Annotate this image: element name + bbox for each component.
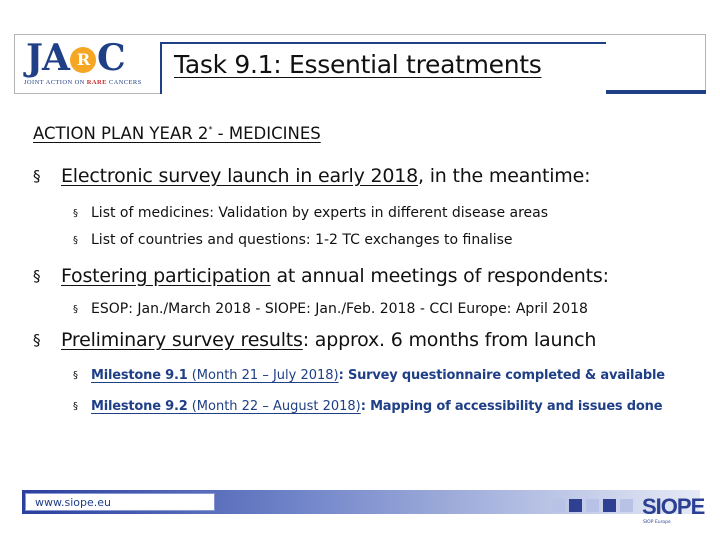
siope-logo-text: SIOPE <box>642 494 705 519</box>
sub-bullet-text: List of countries and questions: 1-2 TC exchanges to finalise <box>91 232 513 248</box>
milestone-description: : Survey questionnaire completed & available <box>338 368 665 383</box>
footer-url-link[interactable]: www.siope.eu <box>35 496 111 509</box>
section-heading <box>33 124 321 143</box>
bullet-text: : approx. 6 months from launch <box>302 329 597 351</box>
milestone-period: (Month 21 – July 2018) <box>187 368 339 383</box>
decorative-square <box>569 499 582 512</box>
jarc-logo-tagline: JOINT ACTION ON RARE CANCERS <box>24 79 142 86</box>
sub-bullet-text: List of medicines: Validation by experts in different disease areas <box>91 205 549 221</box>
milestone-name: Milestone 9.2 <box>91 399 188 414</box>
sub-bullet-countries-list <box>73 232 513 248</box>
sub-bullet-marker: § <box>73 304 78 315</box>
jarc-logo-mark: JA R C <box>26 37 125 79</box>
milestone-name: Milestone 9.1 <box>91 368 188 383</box>
header-accent-stripe <box>606 90 706 94</box>
jarc-logo-r-badge: R <box>70 47 96 73</box>
bullet-underlined-text: Fostering participation <box>61 265 271 287</box>
bullet-text: , in the meantime: <box>418 165 591 187</box>
milestone-9-1 <box>73 367 665 383</box>
siope-logo-subtitle: SIOP Europe <box>643 520 671 525</box>
milestone-period: (Month 22 – August 2018) <box>187 399 361 414</box>
bullet-marker: § <box>33 267 41 285</box>
bullet-underlined-text: Electronic survey launch in early 2018 <box>61 165 419 187</box>
bullet-marker: § <box>33 167 41 185</box>
decorative-square <box>552 499 565 512</box>
decorative-square <box>586 499 599 512</box>
decorative-square <box>603 499 616 512</box>
milestone-description: : Mapping of accessibility and issues done <box>360 399 663 414</box>
footer-url-box <box>25 493 215 511</box>
section-heading-main: ACTION PLAN YEAR 2* - MEDICINES <box>33 124 321 143</box>
title-box <box>160 42 606 94</box>
milestone-9-2 <box>73 398 662 414</box>
sub-bullet-marker: § <box>73 235 78 246</box>
bullet-fostering-participation <box>33 265 609 287</box>
sub-bullet-text: ESOP: Jan./March 2018 - SIOPE: Jan./Feb. 2018 - CCI Europe: April 2018 <box>91 301 588 317</box>
sub-bullet-meetings <box>73 301 588 317</box>
sub-bullet-medicines-list <box>73 205 548 221</box>
slide-header <box>14 34 706 94</box>
sub-bullet-marker: § <box>73 401 78 412</box>
bullet-preliminary-results <box>33 329 596 351</box>
siope-logo <box>640 488 714 536</box>
decorative-square <box>620 499 633 512</box>
page-title: Task 9.1: Essential treatments <box>174 50 542 79</box>
sub-bullet-marker: § <box>73 370 78 381</box>
bullet-text: at annual meetings of respondents: <box>270 265 609 287</box>
jarc-logo <box>24 38 150 90</box>
bullet-marker: § <box>33 331 41 349</box>
bullet-survey-launch <box>33 165 590 187</box>
sub-bullet-marker: § <box>73 208 78 219</box>
bullet-underlined-text: Preliminary survey results <box>61 329 303 351</box>
